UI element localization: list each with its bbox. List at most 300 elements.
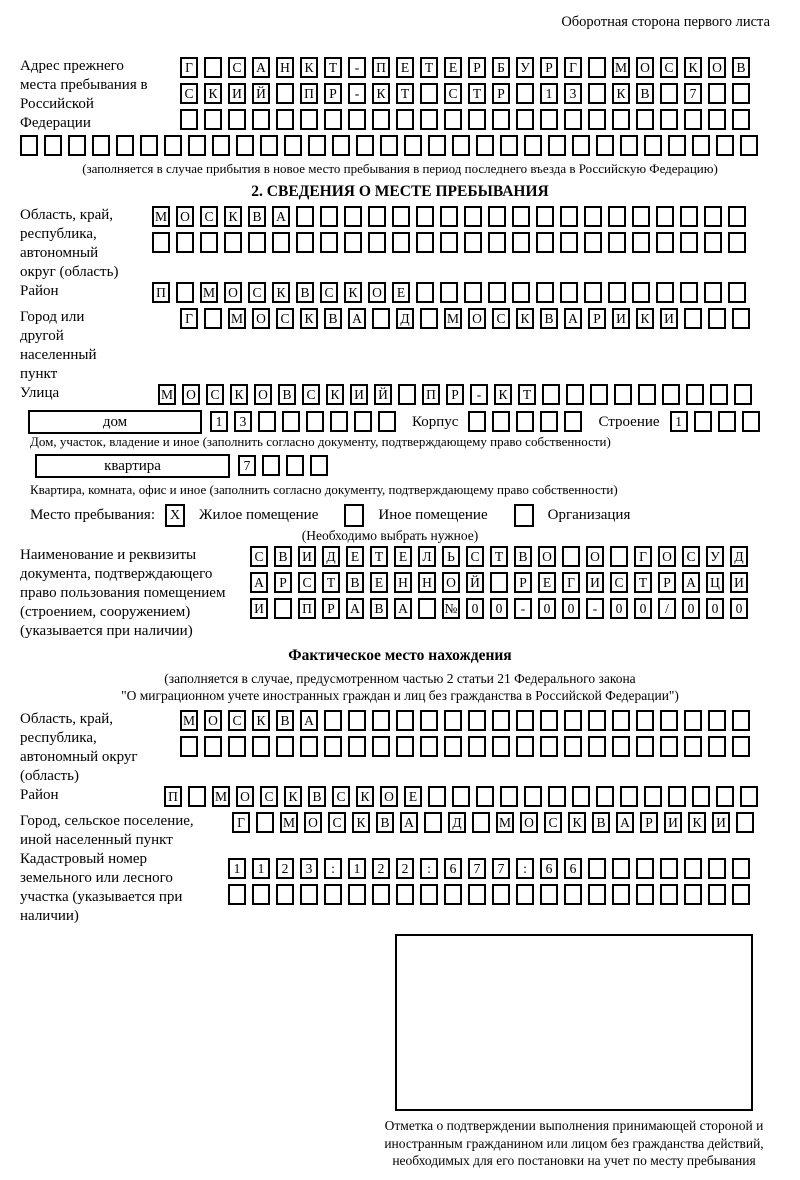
char-box[interactable]	[354, 411, 372, 432]
char-box[interactable]	[596, 786, 614, 807]
char-box[interactable]: О	[204, 710, 222, 731]
char-box[interactable]: Н	[276, 57, 294, 78]
char-box[interactable]	[588, 57, 606, 78]
char-box[interactable]	[588, 109, 606, 130]
char-box[interactable]	[68, 135, 86, 156]
char-box[interactable]	[276, 109, 294, 130]
char-box[interactable]: /	[658, 598, 676, 619]
char-box[interactable]	[516, 411, 534, 432]
char-box[interactable]	[468, 411, 486, 432]
char-box[interactable]: О	[658, 546, 676, 567]
char-box[interactable]	[524, 786, 542, 807]
char-box[interactable]: О	[236, 786, 254, 807]
char-box[interactable]	[632, 282, 650, 303]
char-box[interactable]: К	[224, 206, 242, 227]
char-box[interactable]: К	[272, 282, 290, 303]
char-box[interactable]	[668, 135, 686, 156]
char-box[interactable]: Е	[394, 546, 412, 567]
char-box[interactable]	[560, 206, 578, 227]
char-box[interactable]: О	[252, 308, 270, 329]
char-box[interactable]: 2	[396, 858, 414, 879]
char-box[interactable]: М	[444, 308, 462, 329]
char-box[interactable]: М	[496, 812, 514, 833]
char-box[interactable]: К	[356, 786, 374, 807]
char-box[interactable]	[540, 736, 558, 757]
char-box[interactable]	[332, 135, 350, 156]
char-box[interactable]	[660, 884, 678, 905]
char-box[interactable]: В	[732, 57, 750, 78]
char-box[interactable]: Н	[418, 572, 436, 593]
char-box[interactable]	[660, 736, 678, 757]
char-box[interactable]	[734, 384, 752, 405]
char-box[interactable]: П	[422, 384, 440, 405]
char-box[interactable]	[560, 282, 578, 303]
char-box[interactable]	[176, 232, 194, 253]
char-box[interactable]	[540, 710, 558, 731]
char-box[interactable]	[204, 308, 222, 329]
char-box[interactable]: М	[180, 710, 198, 731]
char-box[interactable]	[740, 135, 758, 156]
checkbox-organizatsiya[interactable]	[514, 504, 534, 527]
char-box[interactable]	[286, 455, 304, 476]
char-box[interactable]	[500, 135, 518, 156]
char-box[interactable]	[416, 206, 434, 227]
char-box[interactable]	[732, 858, 750, 879]
char-box[interactable]	[684, 109, 702, 130]
char-box[interactable]	[564, 710, 582, 731]
char-box[interactable]: В	[308, 786, 326, 807]
char-box[interactable]: О	[176, 206, 194, 227]
char-box[interactable]: И	[660, 308, 678, 329]
char-box[interactable]	[188, 786, 206, 807]
char-box[interactable]	[440, 232, 458, 253]
char-box[interactable]	[330, 411, 348, 432]
char-box[interactable]: 6	[444, 858, 462, 879]
char-box[interactable]: Р	[446, 384, 464, 405]
char-box[interactable]	[212, 135, 230, 156]
char-box[interactable]	[300, 736, 318, 757]
char-box[interactable]	[590, 384, 608, 405]
char-box[interactable]: О	[304, 812, 322, 833]
char-box[interactable]	[256, 812, 274, 833]
char-box[interactable]: С	[320, 282, 338, 303]
char-box[interactable]	[228, 884, 246, 905]
char-box[interactable]	[444, 736, 462, 757]
char-box[interactable]	[476, 786, 494, 807]
char-box[interactable]	[516, 736, 534, 757]
char-box[interactable]: 0	[466, 598, 484, 619]
char-box[interactable]: В	[274, 546, 292, 567]
char-box[interactable]: 3	[300, 858, 318, 879]
char-box[interactable]: А	[272, 206, 290, 227]
char-box[interactable]: 0	[610, 598, 628, 619]
char-box[interactable]	[686, 384, 704, 405]
char-box[interactable]: М	[280, 812, 298, 833]
char-box[interactable]	[662, 384, 680, 405]
char-box[interactable]	[276, 83, 294, 104]
char-box[interactable]: О	[182, 384, 200, 405]
char-box[interactable]	[596, 135, 614, 156]
char-box[interactable]: Т	[468, 83, 486, 104]
char-box[interactable]	[584, 232, 602, 253]
char-box[interactable]	[636, 884, 654, 905]
char-box[interactable]: У	[706, 546, 724, 567]
char-box[interactable]	[444, 710, 462, 731]
char-box[interactable]: Е	[396, 57, 414, 78]
char-box[interactable]: 3	[234, 411, 252, 432]
char-box[interactable]: О	[380, 786, 398, 807]
char-box[interactable]	[308, 135, 326, 156]
char-box[interactable]: Т	[518, 384, 536, 405]
char-box[interactable]	[492, 109, 510, 130]
char-box[interactable]	[684, 736, 702, 757]
char-box[interactable]: Й	[466, 572, 484, 593]
char-box[interactable]	[296, 206, 314, 227]
char-box[interactable]	[638, 384, 656, 405]
char-box[interactable]	[164, 135, 182, 156]
char-box[interactable]	[584, 206, 602, 227]
char-box[interactable]: А	[616, 812, 634, 833]
char-box[interactable]: -	[348, 83, 366, 104]
char-box[interactable]	[636, 109, 654, 130]
char-box[interactable]	[416, 282, 434, 303]
char-box[interactable]	[320, 232, 338, 253]
char-box[interactable]	[588, 736, 606, 757]
char-box[interactable]: П	[152, 282, 170, 303]
char-box[interactable]	[684, 884, 702, 905]
char-box[interactable]: А	[300, 710, 318, 731]
char-box[interactable]	[188, 135, 206, 156]
char-box[interactable]: О	[586, 546, 604, 567]
char-box[interactable]: О	[224, 282, 242, 303]
char-box[interactable]	[276, 884, 294, 905]
stamp-box[interactable]	[395, 934, 753, 1111]
char-box[interactable]	[416, 232, 434, 253]
char-box[interactable]	[710, 384, 728, 405]
char-box[interactable]	[368, 206, 386, 227]
char-box[interactable]: К	[204, 83, 222, 104]
char-box[interactable]	[732, 308, 750, 329]
char-box[interactable]	[732, 884, 750, 905]
char-box[interactable]	[420, 109, 438, 130]
char-box[interactable]: С	[250, 546, 268, 567]
char-box[interactable]	[284, 135, 302, 156]
char-box[interactable]: -	[514, 598, 532, 619]
char-box[interactable]: Е	[392, 282, 410, 303]
char-box[interactable]: С	[200, 206, 218, 227]
char-box[interactable]: К	[516, 308, 534, 329]
char-box[interactable]: 7	[468, 858, 486, 879]
char-box[interactable]: А	[394, 598, 412, 619]
char-box[interactable]: К	[300, 308, 318, 329]
char-box[interactable]: С	[328, 812, 346, 833]
char-box[interactable]	[660, 858, 678, 879]
char-box[interactable]	[732, 710, 750, 731]
char-box[interactable]: 1	[540, 83, 558, 104]
char-box[interactable]: Т	[634, 572, 652, 593]
char-box[interactable]	[420, 884, 438, 905]
char-box[interactable]	[324, 109, 342, 130]
char-box[interactable]	[310, 455, 328, 476]
char-box[interactable]	[372, 308, 390, 329]
char-box[interactable]	[180, 736, 198, 757]
char-box[interactable]	[632, 206, 650, 227]
char-box[interactable]: В	[636, 83, 654, 104]
char-box[interactable]	[180, 109, 198, 130]
char-box[interactable]: 1	[210, 411, 228, 432]
char-box[interactable]: Г	[180, 308, 198, 329]
char-box[interactable]	[464, 206, 482, 227]
char-box[interactable]	[204, 109, 222, 130]
char-box[interactable]	[656, 232, 674, 253]
char-box[interactable]: В	[376, 812, 394, 833]
char-box[interactable]	[684, 710, 702, 731]
char-box[interactable]	[516, 710, 534, 731]
char-box[interactable]	[20, 135, 38, 156]
char-box[interactable]	[140, 135, 158, 156]
char-box[interactable]: Р	[322, 598, 340, 619]
char-box[interactable]: С	[298, 572, 316, 593]
char-box[interactable]: В	[370, 598, 388, 619]
char-box[interactable]	[540, 411, 558, 432]
char-box[interactable]	[584, 282, 602, 303]
char-box[interactable]: Г	[634, 546, 652, 567]
char-box[interactable]: В	[278, 384, 296, 405]
char-box[interactable]: К	[684, 57, 702, 78]
char-box[interactable]	[344, 206, 362, 227]
char-box[interactable]	[492, 736, 510, 757]
char-box[interactable]	[396, 884, 414, 905]
char-box[interactable]	[708, 858, 726, 879]
char-box[interactable]: А	[400, 812, 418, 833]
char-box[interactable]: С	[332, 786, 350, 807]
char-box[interactable]: 0	[634, 598, 652, 619]
char-box[interactable]	[636, 858, 654, 879]
char-box[interactable]	[636, 736, 654, 757]
char-box[interactable]	[228, 736, 246, 757]
char-box[interactable]: Е	[370, 572, 388, 593]
char-box[interactable]	[736, 812, 754, 833]
char-box[interactable]	[644, 786, 662, 807]
char-box[interactable]: 6	[564, 858, 582, 879]
char-box[interactable]: Т	[396, 83, 414, 104]
char-box[interactable]: С	[260, 786, 278, 807]
char-box[interactable]: А	[348, 308, 366, 329]
char-box[interactable]	[356, 135, 374, 156]
char-box[interactable]: Н	[394, 572, 412, 593]
char-box[interactable]	[444, 109, 462, 130]
char-box[interactable]: 0	[538, 598, 556, 619]
char-box[interactable]: О	[708, 57, 726, 78]
char-box[interactable]: И	[350, 384, 368, 405]
char-box[interactable]: -	[470, 384, 488, 405]
char-box[interactable]	[228, 109, 246, 130]
char-box[interactable]	[440, 282, 458, 303]
char-box[interactable]	[728, 206, 746, 227]
char-box[interactable]	[656, 282, 674, 303]
char-box[interactable]	[468, 736, 486, 757]
checkbox-zhiloe[interactable]: X	[165, 504, 185, 527]
char-box[interactable]	[512, 232, 530, 253]
char-box[interactable]: П	[300, 83, 318, 104]
char-box[interactable]	[252, 736, 270, 757]
char-box[interactable]: К	[494, 384, 512, 405]
char-box[interactable]: 0	[706, 598, 724, 619]
char-box[interactable]: М	[152, 206, 170, 227]
char-box[interactable]	[204, 57, 222, 78]
char-box[interactable]: 3	[564, 83, 582, 104]
char-box[interactable]	[262, 455, 280, 476]
char-box[interactable]	[500, 786, 518, 807]
char-box[interactable]: Р	[324, 83, 342, 104]
char-box[interactable]	[572, 135, 590, 156]
char-box[interactable]: №	[442, 598, 460, 619]
char-box[interactable]	[420, 83, 438, 104]
char-box[interactable]: О	[636, 57, 654, 78]
char-box[interactable]	[512, 282, 530, 303]
char-box[interactable]	[396, 710, 414, 731]
char-box[interactable]	[204, 736, 222, 757]
char-box[interactable]: М	[212, 786, 230, 807]
char-box[interactable]	[708, 884, 726, 905]
char-box[interactable]: Т	[322, 572, 340, 593]
char-box[interactable]	[372, 884, 390, 905]
char-box[interactable]: Й	[374, 384, 392, 405]
char-box[interactable]: И	[586, 572, 604, 593]
char-box[interactable]	[396, 109, 414, 130]
char-box[interactable]: 0	[730, 598, 748, 619]
char-box[interactable]: С	[544, 812, 562, 833]
char-box[interactable]	[368, 232, 386, 253]
char-box[interactable]	[708, 83, 726, 104]
char-box[interactable]	[392, 232, 410, 253]
char-box[interactable]: 7	[684, 83, 702, 104]
char-box[interactable]	[620, 786, 638, 807]
char-box[interactable]: К	[326, 384, 344, 405]
char-box[interactable]	[716, 135, 734, 156]
char-box[interactable]	[684, 858, 702, 879]
char-box[interactable]: О	[538, 546, 556, 567]
char-box[interactable]: М	[200, 282, 218, 303]
char-box[interactable]: В	[276, 710, 294, 731]
char-box[interactable]	[660, 109, 678, 130]
char-box[interactable]: С	[302, 384, 320, 405]
char-box[interactable]: М	[612, 57, 630, 78]
char-box[interactable]: К	[636, 308, 654, 329]
char-box[interactable]	[324, 736, 342, 757]
char-box[interactable]	[708, 710, 726, 731]
char-box[interactable]	[564, 109, 582, 130]
char-box[interactable]	[324, 884, 342, 905]
char-box[interactable]: Р	[274, 572, 292, 593]
char-box[interactable]: С	[492, 308, 510, 329]
char-box[interactable]	[490, 572, 508, 593]
char-box[interactable]	[614, 384, 632, 405]
char-box[interactable]	[516, 109, 534, 130]
char-box[interactable]: В	[514, 546, 532, 567]
char-box[interactable]	[612, 109, 630, 130]
char-box[interactable]	[588, 710, 606, 731]
char-box[interactable]	[492, 411, 510, 432]
char-box[interactable]	[420, 736, 438, 757]
char-box[interactable]	[564, 884, 582, 905]
char-box[interactable]	[708, 308, 726, 329]
char-box[interactable]: 7	[238, 455, 256, 476]
char-box[interactable]	[656, 206, 674, 227]
char-box[interactable]	[424, 812, 442, 833]
char-box[interactable]	[572, 786, 590, 807]
char-box[interactable]: 2	[276, 858, 294, 879]
char-box[interactable]: С	[682, 546, 700, 567]
char-box[interactable]: :	[420, 858, 438, 879]
char-box[interactable]	[300, 109, 318, 130]
char-box[interactable]	[380, 135, 398, 156]
char-box[interactable]	[296, 232, 314, 253]
char-box[interactable]: Ц	[706, 572, 724, 593]
char-box[interactable]: В	[540, 308, 558, 329]
char-box[interactable]	[464, 282, 482, 303]
char-box[interactable]: 0	[682, 598, 700, 619]
char-box[interactable]: И	[730, 572, 748, 593]
char-box[interactable]	[468, 710, 486, 731]
char-box[interactable]	[608, 232, 626, 253]
char-box[interactable]	[452, 135, 470, 156]
char-box[interactable]	[562, 546, 580, 567]
char-box[interactable]	[704, 282, 722, 303]
char-box[interactable]	[668, 786, 686, 807]
char-box[interactable]: Е	[538, 572, 556, 593]
char-box[interactable]: С	[660, 57, 678, 78]
char-box[interactable]	[564, 736, 582, 757]
char-box[interactable]	[644, 135, 662, 156]
char-box[interactable]: К	[252, 710, 270, 731]
char-box[interactable]	[372, 736, 390, 757]
char-box[interactable]	[612, 736, 630, 757]
char-box[interactable]	[536, 232, 554, 253]
char-box[interactable]	[718, 411, 736, 432]
char-box[interactable]	[564, 411, 582, 432]
char-box[interactable]	[540, 109, 558, 130]
char-box[interactable]: Й	[252, 83, 270, 104]
char-box[interactable]	[536, 206, 554, 227]
char-box[interactable]: Д	[322, 546, 340, 567]
char-box[interactable]: С	[228, 57, 246, 78]
char-box[interactable]	[612, 884, 630, 905]
char-box[interactable]: Д	[730, 546, 748, 567]
char-box[interactable]	[488, 232, 506, 253]
char-box[interactable]: Д	[396, 308, 414, 329]
char-box[interactable]	[44, 135, 62, 156]
char-box[interactable]: 1	[348, 858, 366, 879]
char-box[interactable]: И	[250, 598, 268, 619]
char-box[interactable]: И	[712, 812, 730, 833]
char-box[interactable]	[732, 109, 750, 130]
char-box[interactable]: О	[254, 384, 272, 405]
char-box[interactable]: Б	[492, 57, 510, 78]
char-box[interactable]: 2	[372, 858, 390, 879]
char-box[interactable]	[472, 812, 490, 833]
char-box[interactable]: Е	[404, 786, 422, 807]
char-box[interactable]	[588, 83, 606, 104]
char-box[interactable]: О	[520, 812, 538, 833]
char-box[interactable]: С	[228, 710, 246, 731]
char-box[interactable]	[742, 411, 760, 432]
char-box[interactable]	[372, 109, 390, 130]
char-box[interactable]: О	[468, 308, 486, 329]
char-box[interactable]: В	[324, 308, 342, 329]
char-box[interactable]	[566, 384, 584, 405]
char-box[interactable]	[524, 135, 542, 156]
